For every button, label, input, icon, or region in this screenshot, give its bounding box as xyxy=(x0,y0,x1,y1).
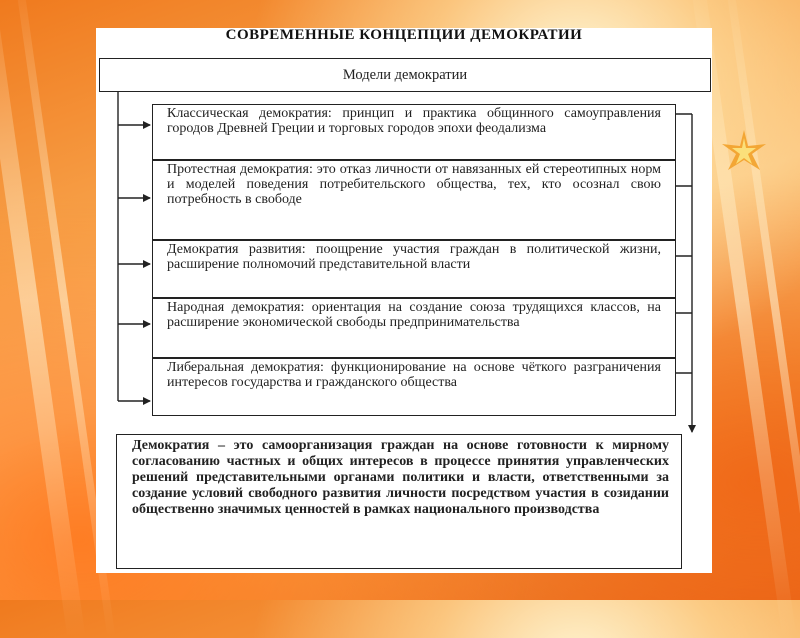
concept-box-classical xyxy=(152,104,676,160)
definition-box xyxy=(116,434,682,569)
concept-text: Классическая демократия: принцип и практика общинного самоуправления городов Древней Греции и торговых городов эпохи феодализма xyxy=(167,106,661,136)
concept-box-peoples xyxy=(152,298,676,358)
concept-box-development xyxy=(152,240,676,298)
slide-panel xyxy=(96,28,712,573)
sparkle-icon xyxy=(714,128,774,174)
concept-text: Либеральная демократия: функционирование на основе чёткого разграничения интересов государства и гражданского общества xyxy=(167,360,661,390)
concept-text: Демократия развития: поощрение участия граждан в политической жизни, расширение полномочий представительной власти xyxy=(167,242,661,272)
concept-text: Народная демократия: ориентация на создание союза трудящихся классов, на расширение экономической свободы предпринимательства xyxy=(167,300,661,330)
concept-box-liberal xyxy=(152,358,676,416)
definition-text: Демократия – это самоорганизация граждан на основе готовности к мирному согласованию частных и общих интересов в процессе принятия управленческих решений представительными органами политики и власти, ответственными за создание условий свободного развития личности посредством участия в созидании общественно значимых ценностей в рамках национального производства xyxy=(132,438,669,517)
concept-box-protest xyxy=(152,160,676,240)
concept-text: Протестная демократия: это отказ личности от навязанных ей стереотипных норм и моделей поведения потребительского общества, тех, кто осознал свою потребность в свободе xyxy=(167,162,661,207)
page-title: СОВРЕМЕННЫЕ КОНЦЕПЦИИ ДЕМОКРАТИИ xyxy=(225,28,583,42)
models-header-box: Модели демократии xyxy=(99,58,711,92)
